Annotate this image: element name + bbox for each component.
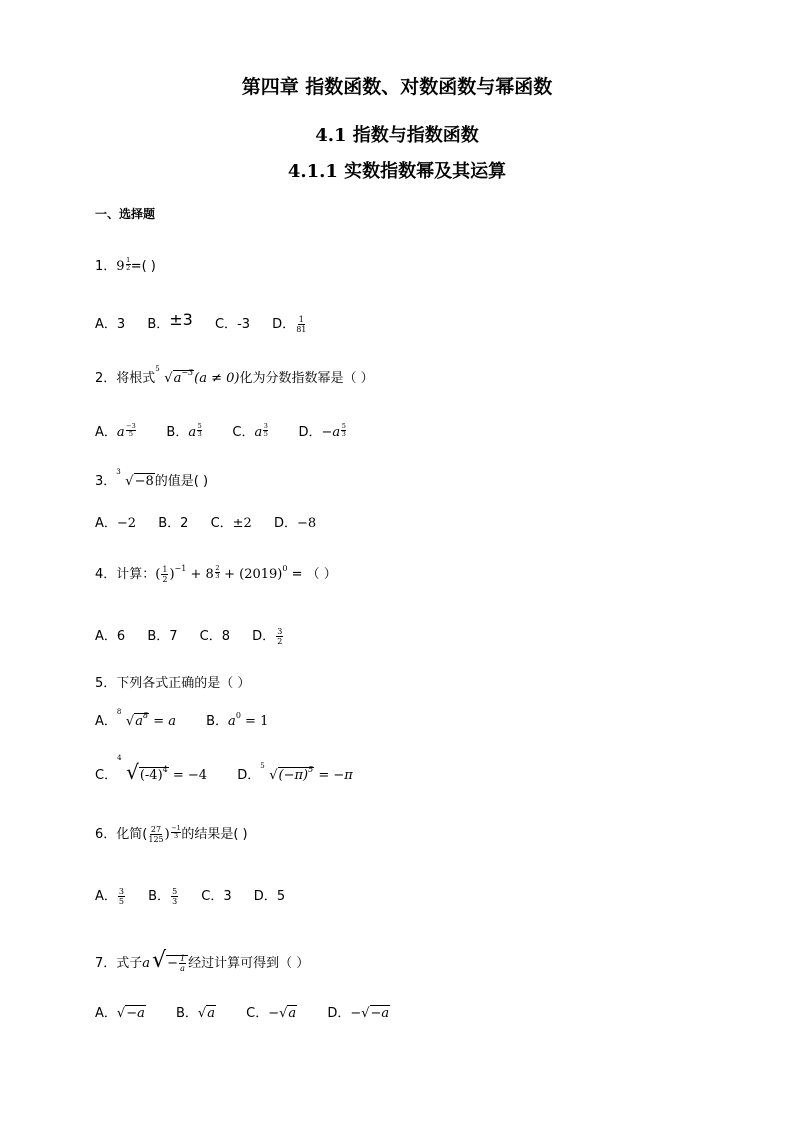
- chapter-title: 第四章 指数函数、对数函数与幂函数: [241, 76, 553, 98]
- option-b: B．7: [147, 629, 178, 644]
- question-4-stem: 4．计算：( $\frac{1}{2}$ )$^{-1}$ + 8 $\frac{2}{3}$ + $(2019)^0$ = （ ）: [95, 564, 337, 584]
- option-a: A． 8 $√a^8 = a$: [95, 708, 176, 729]
- option-d: D．−a $\frac{5}{3}$: [298, 422, 346, 440]
- option-b: B．a $\frac{5}{3}$: [166, 422, 202, 440]
- option-c: C．8: [199, 629, 231, 644]
- part-heading: 一、选择题: [95, 207, 156, 221]
- option-c: C．−√a: [246, 1006, 297, 1021]
- question-5-options-row2: [95, 754, 353, 784]
- question-5-options-row1: [95, 710, 268, 729]
- option-c: C．3: [201, 889, 232, 904]
- option-d: D． 5 $√(-\pi)^5 = -\pi$: [237, 762, 353, 783]
- option-a: A． $\frac{3}{5}$: [95, 887, 124, 906]
- question-2-options: [95, 421, 346, 440]
- option-d: D． $\frac{1}{81}$: [272, 315, 307, 334]
- option-a: A．√−a: [95, 1006, 145, 1021]
- question-6-options: [95, 885, 285, 906]
- option-c: C．a $\frac{3}{5}$: [232, 422, 268, 440]
- option-b: B．2: [158, 516, 189, 531]
- question-6-stem: 6．化简( $\frac{27}{125}$ ) $\frac{-1}{3}$ 的结果是( ): [95, 824, 248, 844]
- question-3-stem: 3． 3 √−8的值是( ): [95, 468, 209, 489]
- subsection-title: 4.1.1 实数指数幂及其运算: [287, 161, 507, 182]
- section-title: 4.1 指数与指数函数: [315, 125, 479, 146]
- question-2-stem: 2．将根式 5 $√a^{-3}(a \ne 0)$化为分数指数幂是（ ）: [95, 365, 374, 386]
- option-c: C． 4 $√(-4)^4 = -4$: [95, 754, 208, 784]
- option-d: D．5: [253, 889, 286, 904]
- option-a: A．6: [95, 629, 126, 644]
- option-b: B．√a: [176, 1006, 215, 1021]
- question-7-options: [95, 1002, 390, 1021]
- option-c: C．±2: [210, 516, 252, 531]
- radical: 5 $√a^{-3}$: [155, 365, 194, 386]
- question-3-options: [95, 512, 316, 531]
- option-c: C．-3: [214, 317, 251, 332]
- question-1-options: [95, 310, 307, 334]
- option-d: D． $\frac{3}{2}$: [252, 627, 283, 646]
- option-a: A．3: [95, 317, 126, 332]
- question-5-stem: 5．下列各式正确的是（ ）: [95, 676, 251, 691]
- option-b: B． $\frac{5}{3}$: [148, 887, 178, 906]
- option-b: B．$a^0 = 1$: [206, 711, 269, 729]
- option-d: D．−8: [273, 516, 317, 531]
- option-a: A．−2: [95, 516, 137, 531]
- question-1-stem: 1．9 $\frac{1}{2}$ =( ): [95, 256, 156, 274]
- question-7-stem: 7．式子a√− $\frac{1}{a}$ 经过计算可得到（ ）: [95, 948, 310, 973]
- option-a: A．a $\frac{-3}{5}$: [95, 422, 136, 440]
- option-b: B．±3: [147, 310, 193, 332]
- radical: 3 √−8: [116, 468, 154, 489]
- question-4-options: [95, 625, 284, 646]
- option-d: D．−√−a: [327, 1006, 390, 1021]
